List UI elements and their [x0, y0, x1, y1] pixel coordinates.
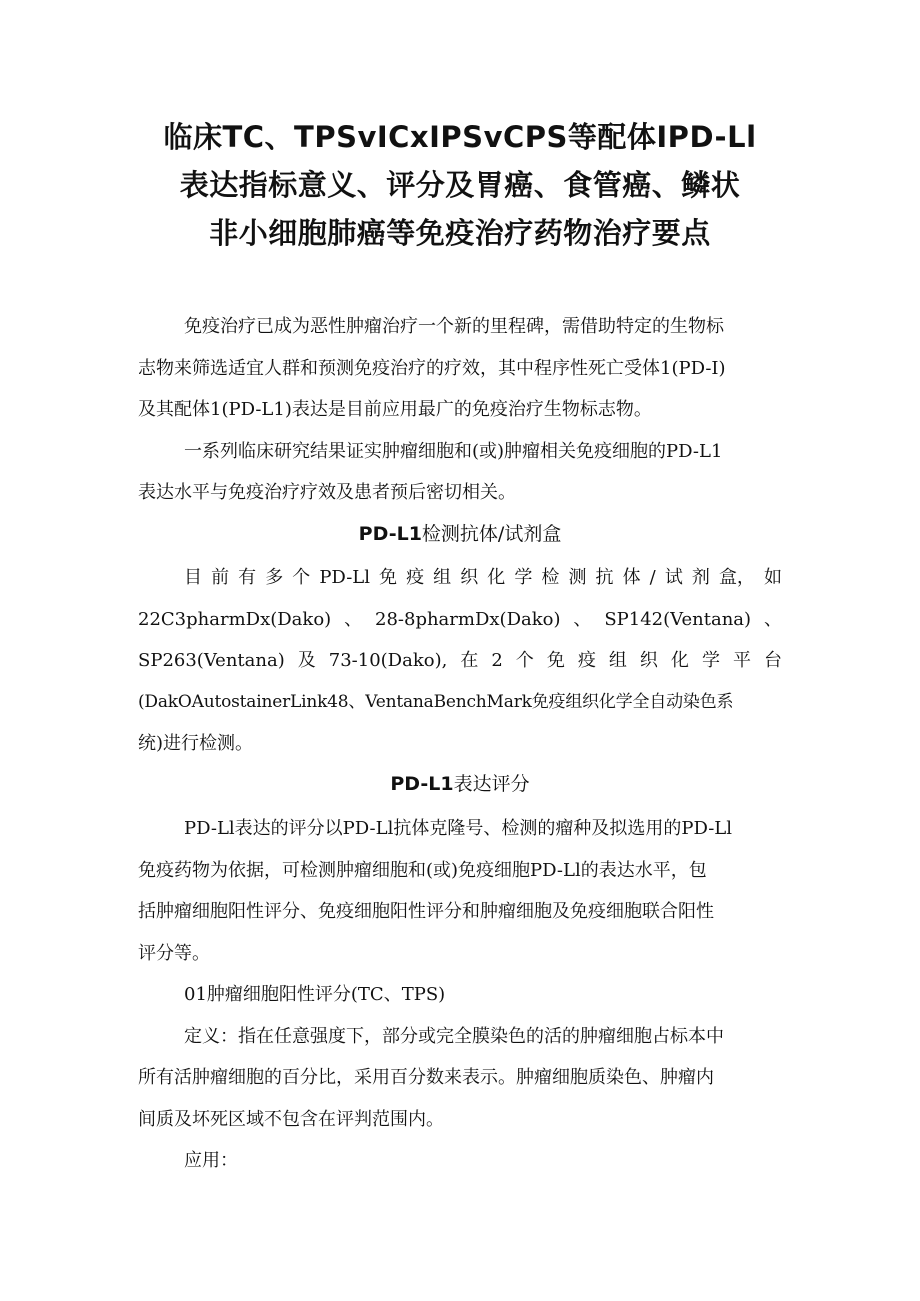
section1-line5: 统)进行检测。: [138, 733, 254, 754]
title-line-2: 表达指标意义、评分及胃癌、食管癌、鳞状: [179, 168, 741, 202]
word: 73-10(Dako),: [328, 650, 448, 671]
word: 织: [460, 567, 479, 588]
word: 盒，: [718, 567, 755, 588]
word: 台: [763, 650, 782, 671]
word: /: [649, 567, 656, 588]
word: 组: [433, 567, 452, 588]
word: 个: [515, 650, 534, 671]
word: 学: [701, 650, 720, 671]
word: 疫: [406, 567, 425, 588]
word: 2: [491, 650, 503, 671]
word: 多: [265, 567, 284, 588]
section1-line1: [138, 557, 782, 599]
section1-line4: (DakOAutostainerLink48、VentanaBenchMark免疫组织化学全自动染色系: [138, 691, 734, 712]
document-title: [100, 113, 820, 257]
word: 22C3pharmDx(Dako): [138, 608, 332, 630]
intro-p1-line2: 志物来筛选适宜人群和预测免疫治疗的疗效，其中程序性死亡受体1(PD-I): [138, 357, 726, 379]
word: 有: [238, 567, 257, 588]
intro-p2-line1: 一系列临床研究结果证实肿瘤细胞和(或)肿瘤相关免疫细胞的PD-L1: [184, 440, 723, 462]
word: 剂: [691, 567, 710, 588]
word: 测: [568, 567, 587, 588]
word: PD-Ll: [319, 567, 370, 588]
section1-line3: [138, 640, 782, 682]
section2-p1-line4: 评分等。: [138, 942, 210, 964]
section1-heading-bold: PD-L1: [358, 523, 422, 545]
section1-heading-rest: 检测抗体/试剂盒: [421, 523, 562, 545]
word: 、: [573, 608, 592, 630]
section2-def-line2: 所有活肿瘤细胞的百分比，采用百分数来表示。肿瘤细胞质染色、肿瘤内: [138, 1067, 714, 1088]
word: 、: [344, 608, 363, 630]
word: 平: [732, 650, 751, 671]
word: 前: [211, 567, 230, 588]
title-line-3: 非小细胞肺癌等免疫治疗药物治疗要点: [209, 216, 711, 250]
word: 免: [379, 567, 398, 588]
section2-p1-line2: 免疫药物为依据，可检测肿瘤细胞和(或)免疫细胞PD-Ll的表达水平，包: [138, 859, 707, 881]
word: 个: [292, 567, 311, 588]
section2-heading-bold: PD-L1: [390, 773, 454, 795]
section-heading-scoring: [138, 769, 782, 799]
intro-section: [138, 306, 782, 514]
section2-p1-line1: PD-Ll表达的评分以PD-Ll抗体克隆号、检测的瘤种及拟选用的PD-Ll: [184, 818, 733, 839]
word: 体: [622, 567, 641, 588]
section2-body: [138, 808, 782, 1182]
section1-body: [138, 557, 782, 765]
word: SP142(Ventana): [604, 608, 752, 630]
section2-heading-rest: 表达评分: [453, 773, 530, 795]
word: 如: [764, 567, 782, 588]
section1-line2: [138, 599, 782, 641]
section2-def-line3: 间质及坏死区域不包含在评判范围内。: [138, 1108, 444, 1130]
intro-p1-line1: 免疫治疗已成为恶性肿瘤治疗一个新的里程碑，需借助特定的生物标: [184, 316, 724, 337]
title-line-1: 临床TC、TPSvICxIPSvCPS等配体IPD-Ll: [163, 120, 757, 154]
word: 目: [184, 567, 202, 588]
section2-def-line1: 定义：指在任意强度下，部分或完全膜染色的活的肿瘤细胞占标本中: [184, 1025, 724, 1047]
word: 在: [460, 650, 479, 671]
section-heading-antibody: [138, 519, 782, 549]
word: 28-8pharmDx(Dako): [375, 608, 561, 630]
word: 检: [541, 567, 560, 588]
word: 化: [670, 650, 689, 671]
word: 化: [487, 567, 506, 588]
word: 组: [608, 650, 627, 671]
intro-p2-line2: 表达水平与免疫治疗疗效及患者预后密切相关。: [138, 482, 516, 503]
intro-p1-line3: 及其配体1(PD-L1)表达是目前应用最广的免疫治疗生物标志物。: [138, 399, 652, 420]
section2-p1-line3: 括肿瘤细胞阳性评分、免疫细胞阳性评分和肿瘤细胞及免疫细胞联合阳性: [138, 901, 714, 922]
word: 疫: [577, 650, 596, 671]
word: 抗: [595, 567, 614, 588]
word: 免: [546, 650, 565, 671]
word: 及: [297, 650, 316, 671]
word: SP263(Ventana): [138, 650, 285, 671]
word: 试: [664, 567, 683, 588]
word: 学: [514, 567, 533, 588]
section2-subheading-tc-tps: 01肿瘤细胞阳性评分(TC、TPS): [184, 984, 446, 1005]
word: 织: [639, 650, 658, 671]
section2-apply-label: 应用：: [184, 1150, 238, 1171]
word: 、: [763, 608, 782, 630]
